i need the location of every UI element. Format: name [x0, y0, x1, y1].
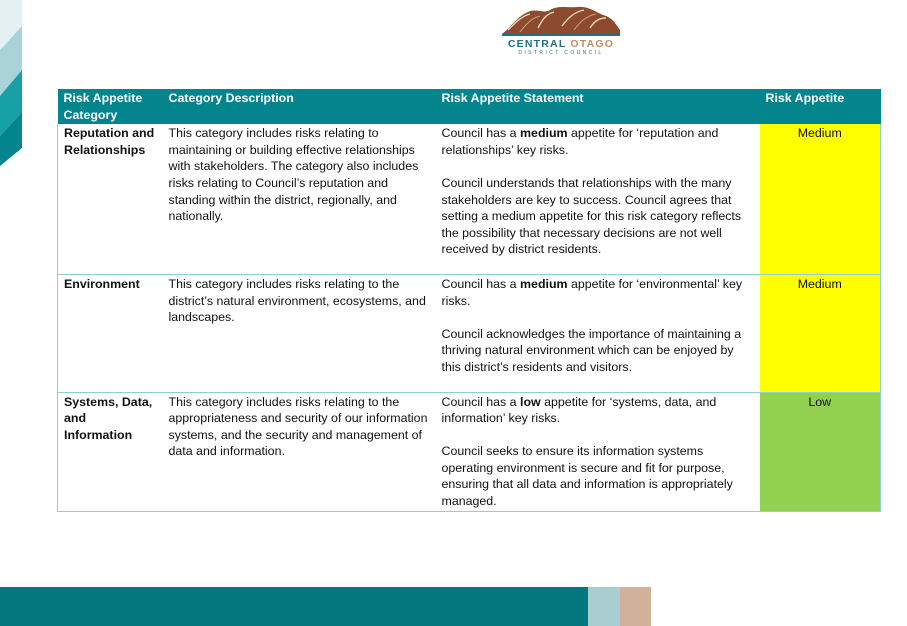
statement-detail: Council understands that relationships with the many stakeholders are key to success. Council agrees that setting a medium appetite for this risk category reflects the possibility that necessary decisions are not well received by district residents. — [441, 175, 742, 257]
statement-summary: Council has a medium appetite for ‘environmental’ key risks. — [441, 276, 743, 308]
column-header-description: Category Description — [163, 89, 436, 124]
table-row — [58, 392, 881, 511]
footer-bar — [0, 587, 588, 626]
table-row — [58, 274, 881, 392]
description-cell: This category includes risks relating to maintaining or building effective relationships with stakeholders. The category also includes risks relating to Council’s reputation and standing within the district, regionally, and nationally. — [163, 124, 436, 274]
statement-detail: Council seeks to ensure its information systems operating environment is secure and fit for purpose, ensuring that all data and information is appropriately managed. — [441, 444, 733, 509]
risk-appetite-table — [57, 89, 881, 512]
logo-wordmark: CENTRAL OTAGO — [507, 38, 615, 50]
column-header-rating: Risk Appetite — [760, 89, 881, 124]
statement-summary: Council has a low appetite for ‘systems, data, and information’ key risks. — [441, 394, 717, 426]
footer-accent-light — [588, 587, 620, 626]
rating-cell: Low — [760, 392, 881, 511]
statement-detail: Council acknowledges the importance of maintaining a thriving natural environment which can be enjoyed by this district’s residents and visitors. — [441, 326, 742, 374]
footer-accent-tan — [620, 587, 651, 626]
table-header-row — [58, 89, 881, 124]
statement-summary: Council has a medium appetite for ‘reputation and relationships’ key risks. — [441, 126, 719, 157]
category-cell: Environment — [58, 274, 163, 392]
corner-decoration — [0, 0, 24, 170]
mountains-icon — [498, 4, 624, 38]
rating-cell: Medium — [760, 124, 881, 274]
statement-cell — [436, 124, 760, 274]
statement-cell — [436, 274, 760, 392]
table-row — [58, 124, 881, 274]
statement-cell — [436, 392, 760, 511]
category-cell: Reputation and Relationships — [58, 124, 163, 274]
column-header-statement: Risk Appetite Statement — [436, 89, 760, 124]
column-header-category: Risk Appetite Category — [58, 89, 163, 124]
description-cell: This category includes risks relating to the district’s natural environment, ecosystems, and landscapes. — [163, 274, 436, 392]
council-logo — [498, 4, 624, 58]
description-cell: This category includes risks relating to the appropriateness and security of our information systems, and the security and management of data and information. — [163, 392, 436, 511]
category-cell: Systems, Data, and Information — [58, 392, 163, 511]
logo-subtitle: DISTRICT COUNCIL — [518, 50, 604, 56]
rating-cell: Medium — [760, 274, 881, 392]
